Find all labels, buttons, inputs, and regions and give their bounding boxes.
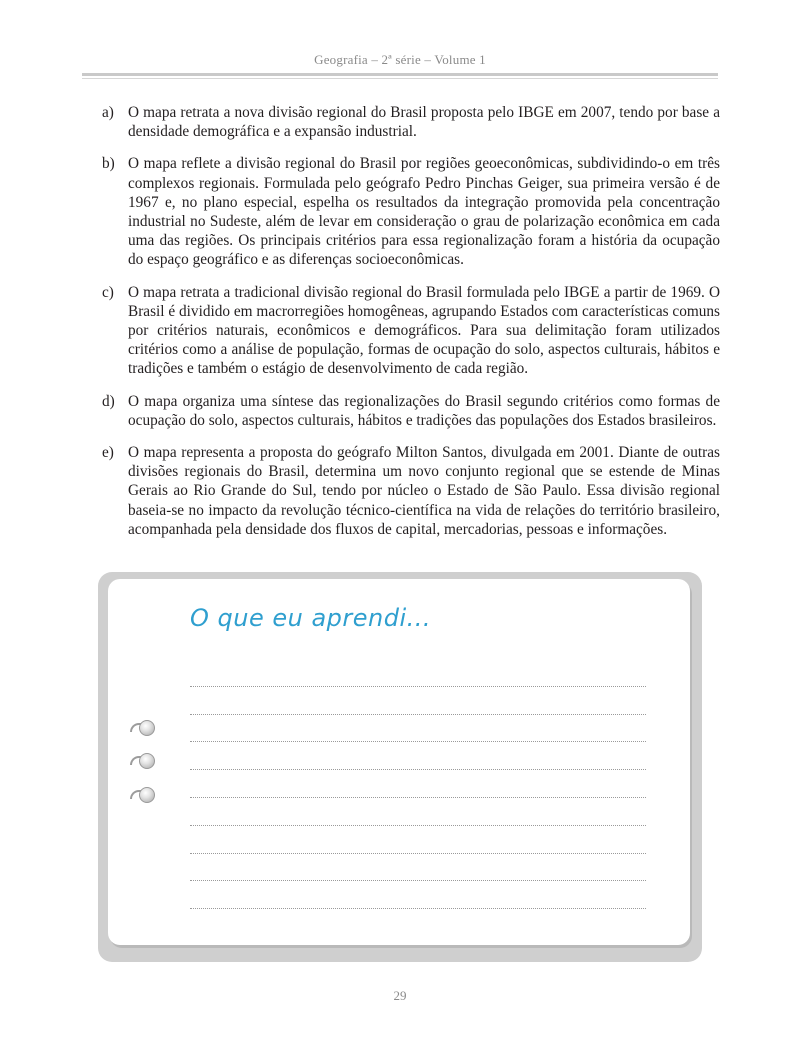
option-text: O mapa organiza uma síntese das regionalizações do Brasil segundo critérios como formas de ocupação do solo, aspectos culturais, hábitos e tradições das populações dos Estados brasileiros. <box>128 392 720 429</box>
option-text: O mapa retrata a nova divisão regional do Brasil proposta pelo IBGE em 2007, tendo por base a densidade demográfica e a expansão industrial. <box>128 104 720 141</box>
writing-line[interactable] <box>190 659 646 687</box>
binder-ring-icon <box>130 752 152 770</box>
option-d[interactable] <box>102 392 720 430</box>
answer-options <box>102 103 720 552</box>
option-e[interactable] <box>102 443 720 539</box>
writing-line[interactable] <box>190 715 646 743</box>
page-number: 29 <box>393 988 407 1003</box>
option-text: O mapa reflete a divisão regional do Brasil por regiões geoeconômicas, subdividindo-o em três complexos regionais. Formulada pelo geógrafo Pedro Pinchas Geiger, sua primeira versão é de 1967 e, no plano especial, espelha os resultados da integração promovida pela concentração industrial no Sudeste, além de levar em consideração o grau de polarização econômica em cada uma das regiões. Os principais critérios para essa regionalização foram a história da ocupação do espaço geográfico e as diferenças socioeconômicas. <box>128 155 720 269</box>
option-letter: e) <box>102 444 114 462</box>
option-letter: a) <box>102 104 114 121</box>
option-c[interactable] <box>102 283 720 379</box>
writing-line[interactable] <box>190 798 646 826</box>
option-text: O mapa representa a proposta do geógrafo Milton Santos, divulgada em 2001. Diante de outras divisões regionais do Brasil, determina um novo conjunto regional que se estende de Minas Gerais ao Rio Grande do Sul, tendo por núcleo o Estado de São Paulo. Essa divisão regional baseia-se no impacto da revolução técnico-científica na vida de relações do território brasileiro, acompanhada pela densidade dos fluxos de capital, mercadorias, pessoas e informações. <box>128 444 720 538</box>
binder-ring-icon <box>130 719 152 737</box>
writing-line[interactable] <box>190 687 646 715</box>
running-header: Geografia – 2ª série – Volume 1 <box>314 52 486 67</box>
writing-line[interactable] <box>190 742 646 770</box>
writing-line[interactable] <box>190 826 646 854</box>
option-letter: d) <box>102 392 115 410</box>
option-letter: c) <box>102 283 114 301</box>
option-letter: b) <box>102 155 115 173</box>
option-text: O mapa retrata a tradicional divisão regional do Brasil formulada pelo IBGE a partir de 1969. O Brasil é dividido em macrorregiões homogêneas, agrupando Estados com características comuns por critérios naturais, econômicos e demográficos. Para sua delimitação foram utilizados critérios como a análise de população, formas de ocupação do solo, aspectos culturais, hábitos e tradições e também o estágio de desenvolvimento de cada região. <box>128 283 720 378</box>
header-rule <box>82 73 718 76</box>
header-rule-thin <box>82 78 718 79</box>
option-b[interactable] <box>102 154 720 269</box>
writing-line[interactable] <box>190 770 646 798</box>
binder-ring-icon <box>130 786 152 804</box>
writing-lines[interactable] <box>190 659 646 909</box>
notes-box-title: O que eu aprendi... <box>190 604 432 632</box>
option-a[interactable] <box>102 103 720 141</box>
writing-line[interactable] <box>190 854 646 882</box>
writing-line[interactable] <box>190 881 646 909</box>
